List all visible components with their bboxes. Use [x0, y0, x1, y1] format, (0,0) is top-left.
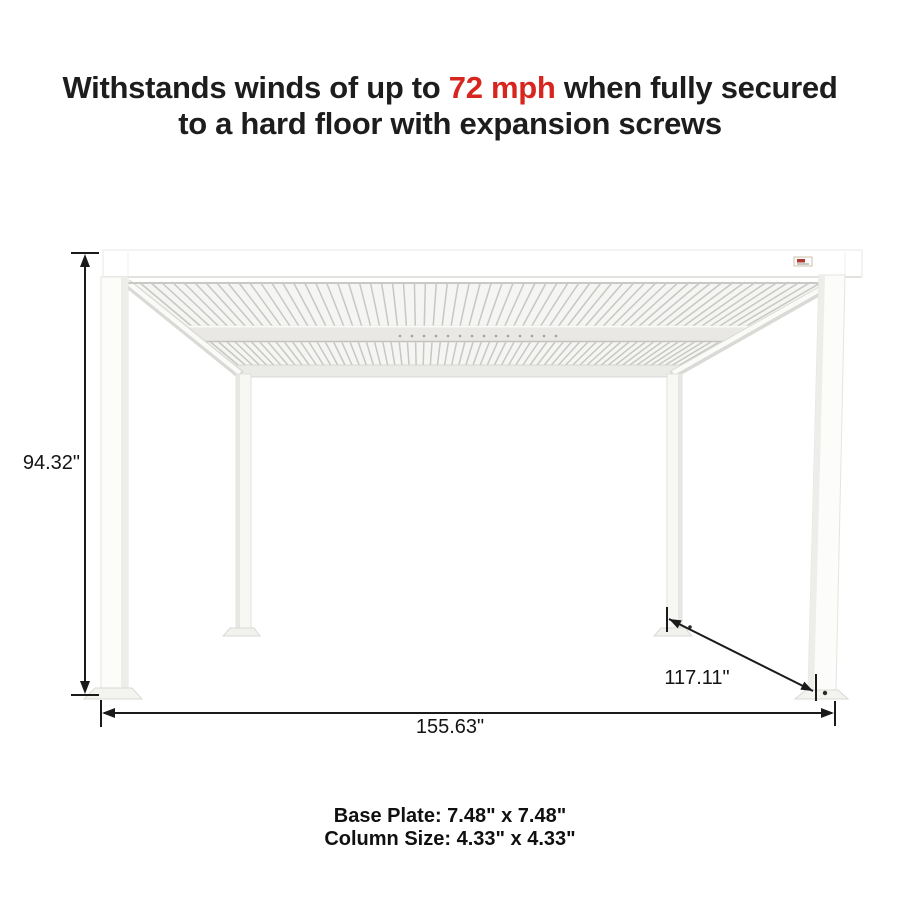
- roof-fascia: [103, 250, 862, 277]
- base-plate-label: Base Plate:: [333, 805, 448, 827]
- headline-text-suffix: when fully secured: [555, 70, 838, 105]
- roof-mid-beam: [182, 326, 756, 342]
- headline-text-prefix: Withstands winds of up to: [62, 70, 449, 105]
- brand-logo: [794, 257, 812, 266]
- column-size-value: 4.33" x 4.33": [456, 828, 576, 850]
- back-left-column: [223, 374, 260, 636]
- back-right-base-plate: [654, 628, 692, 636]
- height-dimension-label: 94.32": [22, 452, 80, 474]
- depth-dimension-label: 117.11": [664, 667, 730, 689]
- column-size-label: Column Size:: [324, 828, 457, 850]
- roof-rear-beam: [231, 365, 687, 377]
- headline-line2: to a hard floor with expansion screws: [178, 106, 722, 141]
- back-left-base-plate: [223, 628, 260, 636]
- front-right-column: [795, 275, 848, 699]
- back-right-column: [654, 374, 692, 636]
- anchor-screw-dot: [823, 691, 827, 695]
- base-plate-spec: [0, 805, 900, 828]
- width-dimension-label: 155.63": [415, 716, 485, 738]
- front-left-column: [84, 277, 142, 699]
- wind-speed-highlight: 72 mph: [448, 70, 556, 105]
- base-plate-value: 7.48" x 7.48": [447, 805, 567, 827]
- louvered-roof-underside: [126, 281, 835, 377]
- front-left-base-plate: [84, 688, 142, 699]
- front-right-base-plate: [795, 690, 848, 699]
- column-size-spec: [0, 828, 900, 851]
